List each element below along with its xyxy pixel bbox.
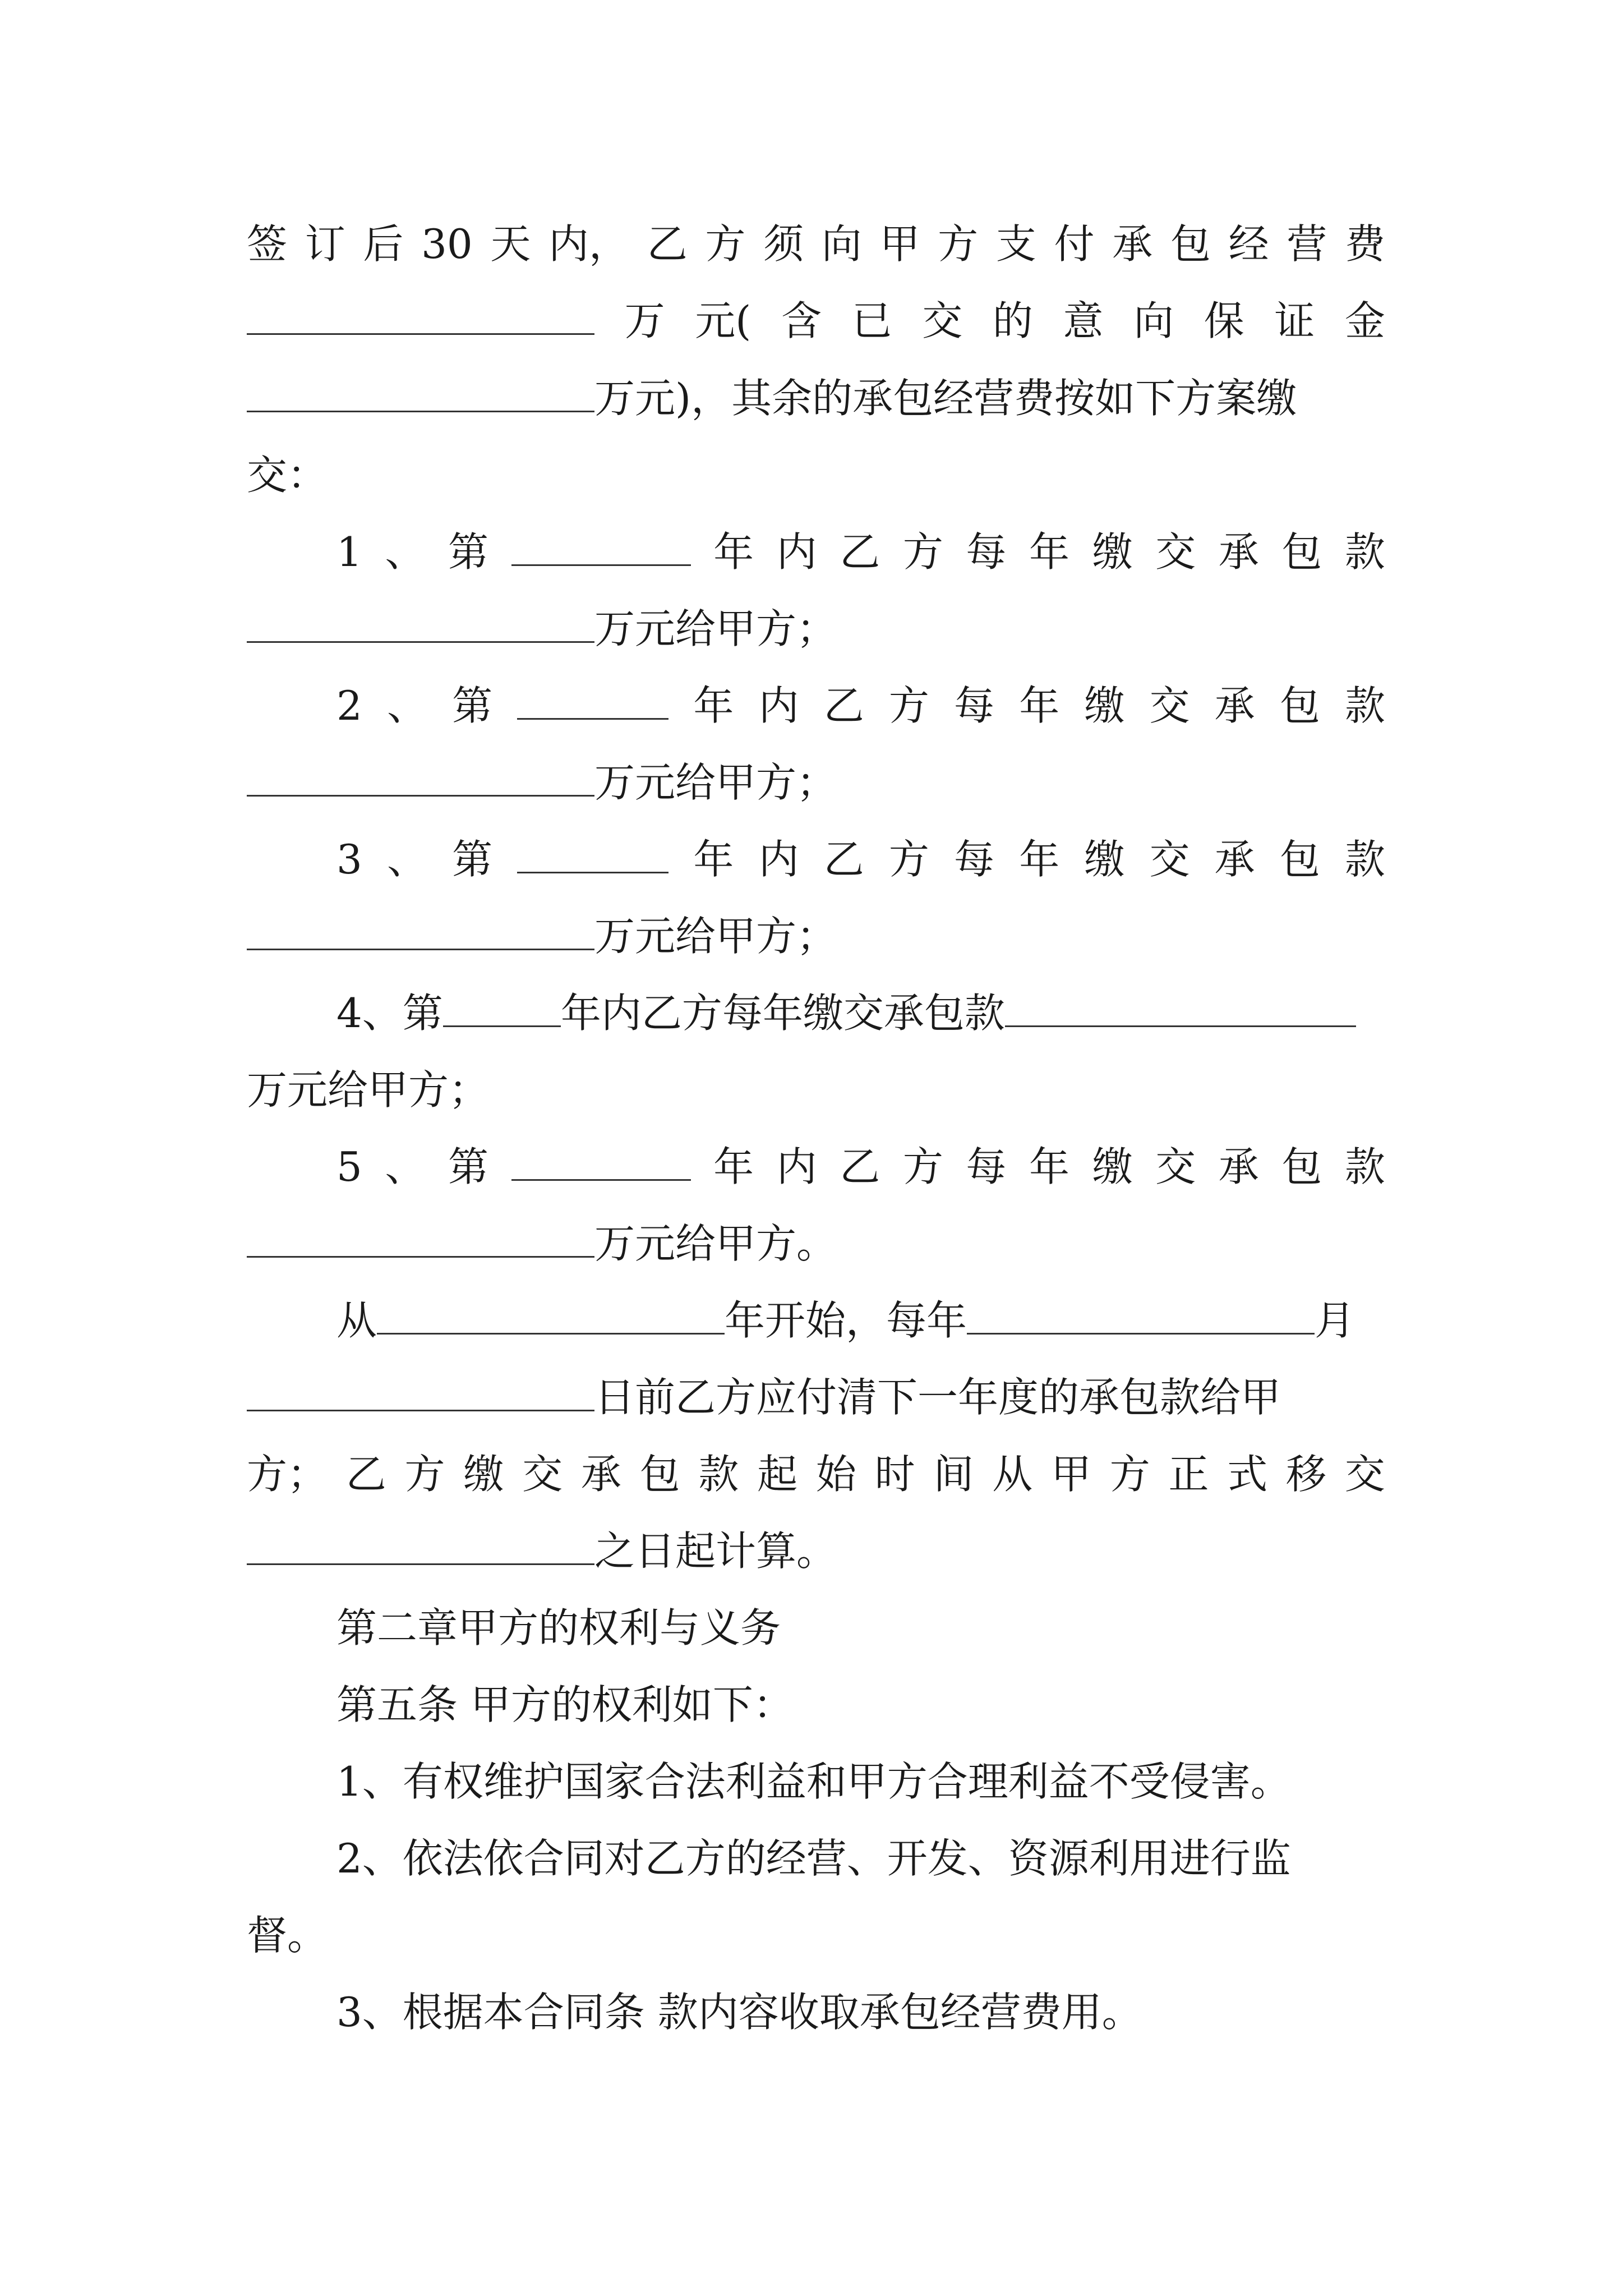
text: 移 [1286, 1451, 1327, 1498]
text: 万元给甲方； [594, 759, 837, 806]
text: 每 [954, 682, 995, 729]
text: 方 [902, 528, 943, 576]
text: 交 [522, 1451, 563, 1498]
text: 承 [1218, 1143, 1259, 1190]
text: 日前乙方应付清下一年度的承包款给甲 [594, 1374, 1281, 1421]
text: 从 [336, 1297, 377, 1344]
text: 乙 [823, 836, 864, 883]
text: 保 [1204, 297, 1244, 344]
paragraph-line [247, 903, 1385, 970]
text: 承 [580, 1451, 621, 1498]
text: 天 [490, 220, 531, 268]
fill-in-blank[interactable] [247, 1217, 594, 1258]
paragraph-line [247, 749, 1385, 816]
text: 4、第 [336, 990, 443, 1037]
paragraph-line [247, 595, 1385, 662]
text: 承 [1214, 836, 1255, 883]
text: 时 [874, 1451, 915, 1498]
paragraph-line [247, 1210, 1385, 1277]
payment-item-4 [336, 979, 1385, 1047]
text: 甲 [1050, 1451, 1091, 1498]
text: 方 [888, 836, 929, 883]
text: 乙 [840, 528, 880, 576]
fill-in-blank[interactable] [967, 1294, 1315, 1335]
text: 方 [902, 1143, 943, 1190]
text: 交 [1149, 682, 1190, 729]
text: 付 [1054, 220, 1095, 268]
fill-in-blank[interactable] [247, 371, 594, 412]
text: 督。 [247, 1912, 328, 1959]
text: 须 [763, 220, 804, 268]
text: 承 [1214, 682, 1255, 729]
text: 方 [938, 220, 979, 268]
text: 年 [713, 528, 754, 576]
text: 内 [776, 1143, 817, 1190]
text: 内 [758, 836, 799, 883]
text: 营 [1287, 220, 1327, 268]
paragraph-line [247, 365, 1385, 432]
text: 第 [452, 836, 493, 883]
text: 款 [698, 1451, 739, 1498]
text: 乙 [345, 1451, 386, 1498]
text: 、 [386, 836, 427, 883]
text: 、 [385, 528, 426, 576]
text: 方 [1109, 1451, 1150, 1498]
text: 交 [922, 297, 963, 344]
text: 承 [1112, 220, 1153, 268]
text: 的 [992, 297, 1033, 344]
text: 从 [992, 1451, 1033, 1498]
text: 每 [954, 836, 995, 883]
fill-in-blank[interactable] [1005, 986, 1356, 1027]
text: 3 [336, 836, 362, 883]
text: 交 [1155, 528, 1196, 576]
text: 3、根据本合同条 款内容收取承包经营费用。 [336, 1989, 1142, 2036]
text: 乙 [823, 682, 864, 729]
text: 包 [1279, 836, 1320, 883]
text: 款 [1344, 528, 1385, 576]
text: 万元给甲方。 [594, 1220, 837, 1267]
text: 年开始，每年 [725, 1297, 967, 1344]
text: 年 [1029, 1143, 1069, 1190]
text: 向 [1133, 297, 1174, 344]
text: 款 [1344, 836, 1385, 883]
text: 之日起计算。 [594, 1527, 837, 1575]
text: 30 [421, 220, 473, 268]
article-heading [336, 1671, 1385, 1738]
paragraph-line [247, 1364, 1385, 1431]
paragraph-line [247, 210, 1385, 278]
fill-in-blank[interactable] [247, 602, 594, 643]
text: 间 [933, 1451, 974, 1498]
paragraph-line [247, 287, 1385, 355]
text: 支 [995, 220, 1036, 268]
text: 年 [1019, 682, 1060, 729]
text: 年内乙方每年缴交承包款 [560, 990, 1005, 1037]
fill-in-blank[interactable] [247, 294, 594, 335]
fill-in-blank[interactable] [511, 1140, 691, 1181]
text: 签 [247, 220, 288, 268]
text: 元( [695, 297, 751, 344]
text: 证 [1274, 297, 1315, 344]
text: 包 [639, 1451, 680, 1498]
text: 缴 [463, 1451, 504, 1498]
text: 第五条 甲方的权利如下： [336, 1681, 794, 1728]
text: 起 [757, 1451, 798, 1498]
rights-item-2 [336, 1825, 1385, 1892]
text: 方； [247, 1451, 328, 1498]
fill-in-blank[interactable] [247, 1370, 594, 1411]
payment-item-3 [336, 826, 1385, 893]
fill-in-blank[interactable] [443, 986, 561, 1027]
chapter-heading [336, 1594, 1385, 1662]
paragraph-line [336, 1287, 1385, 1354]
text: 乙 [840, 1143, 880, 1190]
text: 已 [851, 297, 892, 344]
text: 年 [693, 682, 734, 729]
fill-in-blank[interactable] [517, 679, 668, 720]
text: 包 [1281, 528, 1322, 576]
text: 内， [548, 220, 630, 268]
text: 月 [1315, 1297, 1355, 1344]
text: 第 [448, 1143, 488, 1190]
rights-item-3 [336, 1978, 1385, 2046]
text: 万元)，其余的承包经营费按如下方案缴 [594, 375, 1297, 422]
text: 2、依法依合同对乙方的经营、开发、资源利用进行监 [336, 1835, 1291, 1882]
paragraph-line [247, 1056, 1385, 1124]
text: 缴 [1084, 836, 1125, 883]
text: 包 [1281, 1143, 1322, 1190]
text: 第 [452, 682, 493, 729]
fill-in-blank[interactable] [377, 1294, 725, 1335]
text: 年 [1029, 528, 1069, 576]
paragraph-line [247, 1517, 1385, 1585]
text: 意 [1063, 297, 1104, 344]
paragraph-line [247, 1902, 1385, 1969]
text: 内 [758, 682, 799, 729]
text: 向 [821, 220, 862, 268]
text: 年 [713, 1143, 754, 1190]
text: 每 [966, 528, 1007, 576]
fill-in-blank[interactable] [247, 909, 594, 950]
text: 费 [1344, 220, 1385, 268]
text: 第 [448, 528, 488, 576]
text: 方 [888, 682, 929, 729]
text: 方 [404, 1451, 445, 1498]
payment-item-5 [336, 1133, 1385, 1200]
text: 年 [1019, 836, 1060, 883]
fill-in-blank[interactable] [247, 1524, 594, 1565]
text: 订 [305, 220, 345, 268]
text: 款 [1344, 682, 1385, 729]
text: 年 [693, 836, 734, 883]
text: 5 [336, 1143, 362, 1190]
text: 款 [1344, 1143, 1385, 1190]
text: 、 [386, 682, 427, 729]
fill-in-blank[interactable] [247, 756, 594, 797]
text: 承 [1218, 528, 1259, 576]
text: 交 [1344, 1451, 1385, 1498]
paragraph-line [247, 1441, 1385, 1508]
text: 内 [776, 528, 817, 576]
text: 交 [1149, 836, 1190, 883]
fill-in-blank[interactable] [511, 525, 691, 566]
text: 始 [815, 1451, 856, 1498]
text: 方 [705, 220, 746, 268]
text: 金 [1344, 297, 1385, 344]
text: 万元给甲方； [594, 605, 837, 652]
text: 包 [1170, 220, 1211, 268]
text: 交 [1155, 1143, 1196, 1190]
fill-in-blank[interactable] [517, 832, 668, 873]
text: 万元给甲方； [594, 913, 837, 960]
rights-item-1 [336, 1748, 1385, 1815]
text: 乙 [647, 220, 688, 268]
text: 含 [781, 297, 822, 344]
payment-item-2 [336, 672, 1385, 739]
text: 万 [624, 297, 665, 344]
text: 、 [385, 1143, 426, 1190]
text: 正 [1168, 1451, 1209, 1498]
text: 每 [966, 1143, 1007, 1190]
text: 包 [1279, 682, 1320, 729]
paragraph-line [247, 441, 1385, 509]
text: 缴 [1092, 1143, 1133, 1190]
text: 式 [1227, 1451, 1268, 1498]
text: 万元给甲方； [247, 1066, 490, 1114]
payment-item-1 [336, 518, 1385, 586]
text: 缴 [1084, 682, 1125, 729]
text: 1、有权维护国家合法利益和甲方合理利益不受侵害。 [336, 1758, 1291, 1805]
text: 交： [247, 452, 328, 499]
text: 经 [1228, 220, 1269, 268]
text: 后 [363, 220, 404, 268]
text: 甲 [879, 220, 920, 268]
text: 2 [336, 682, 362, 729]
text: 第二章甲方的权利与义务 [336, 1604, 781, 1651]
text: 1 [336, 528, 362, 576]
text: 缴 [1092, 528, 1133, 576]
